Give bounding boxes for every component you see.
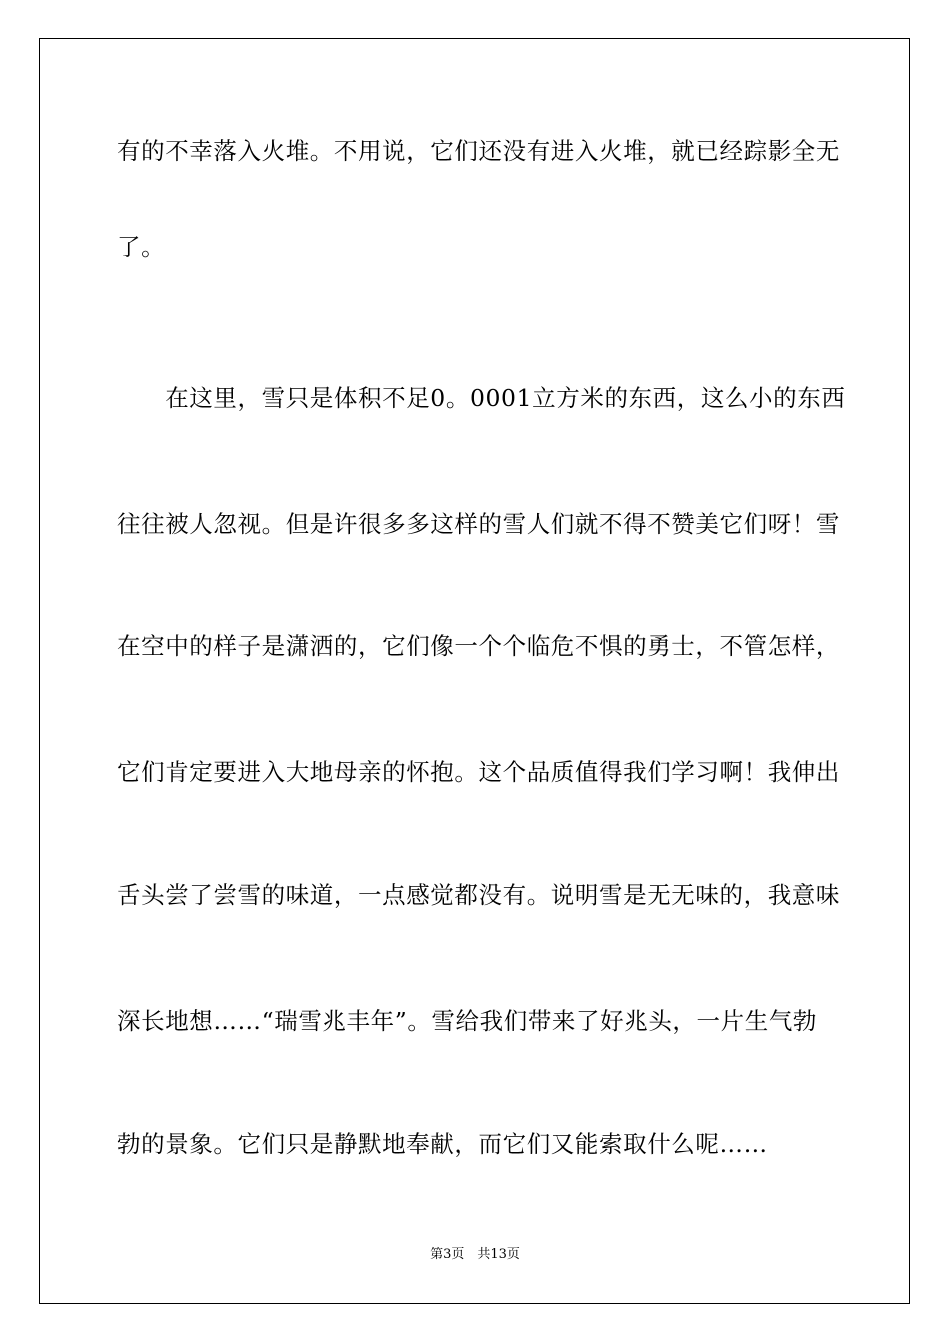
text-line-7: 舌头尝了尝雪的味道，一点感觉都没有。说明雪是无无味的，我意味 bbox=[117, 881, 840, 909]
page-number-footer: 第3页 共13页 bbox=[430, 1247, 520, 1262]
text-line-2: 了。 bbox=[117, 233, 166, 261]
text-line-5: 在空中的样子是潇洒的，它们像一个个临危不惧的勇士，不管怎样， bbox=[117, 632, 840, 660]
text-line-1: 有的不幸落入火堆。不用说，它们还没有进入火堆，就已经踪影全无 bbox=[117, 137, 840, 165]
text-line-9: 勃的景象。它们只是静默地奉献，而它们又能索取什么呢…… bbox=[117, 1130, 768, 1158]
text-line-6: 它们肯定要进入大地母亲的怀抱。这个品质值得我们学习啊！我伸出 bbox=[117, 758, 840, 786]
text-line-8: 深长地想……“瑞雪兆丰年”。雪给我们带来了好兆头，一片生气勃 bbox=[117, 1007, 818, 1035]
text-line-4: 往往被人忽视。但是许很多多这样的雪人们就不得不赞美它们呀！雪 bbox=[117, 510, 840, 538]
page-border bbox=[39, 38, 910, 1304]
text-line-3: 在这里，雪只是体积不足0。0001立方米的东西，这么小的东西 bbox=[117, 384, 846, 412]
